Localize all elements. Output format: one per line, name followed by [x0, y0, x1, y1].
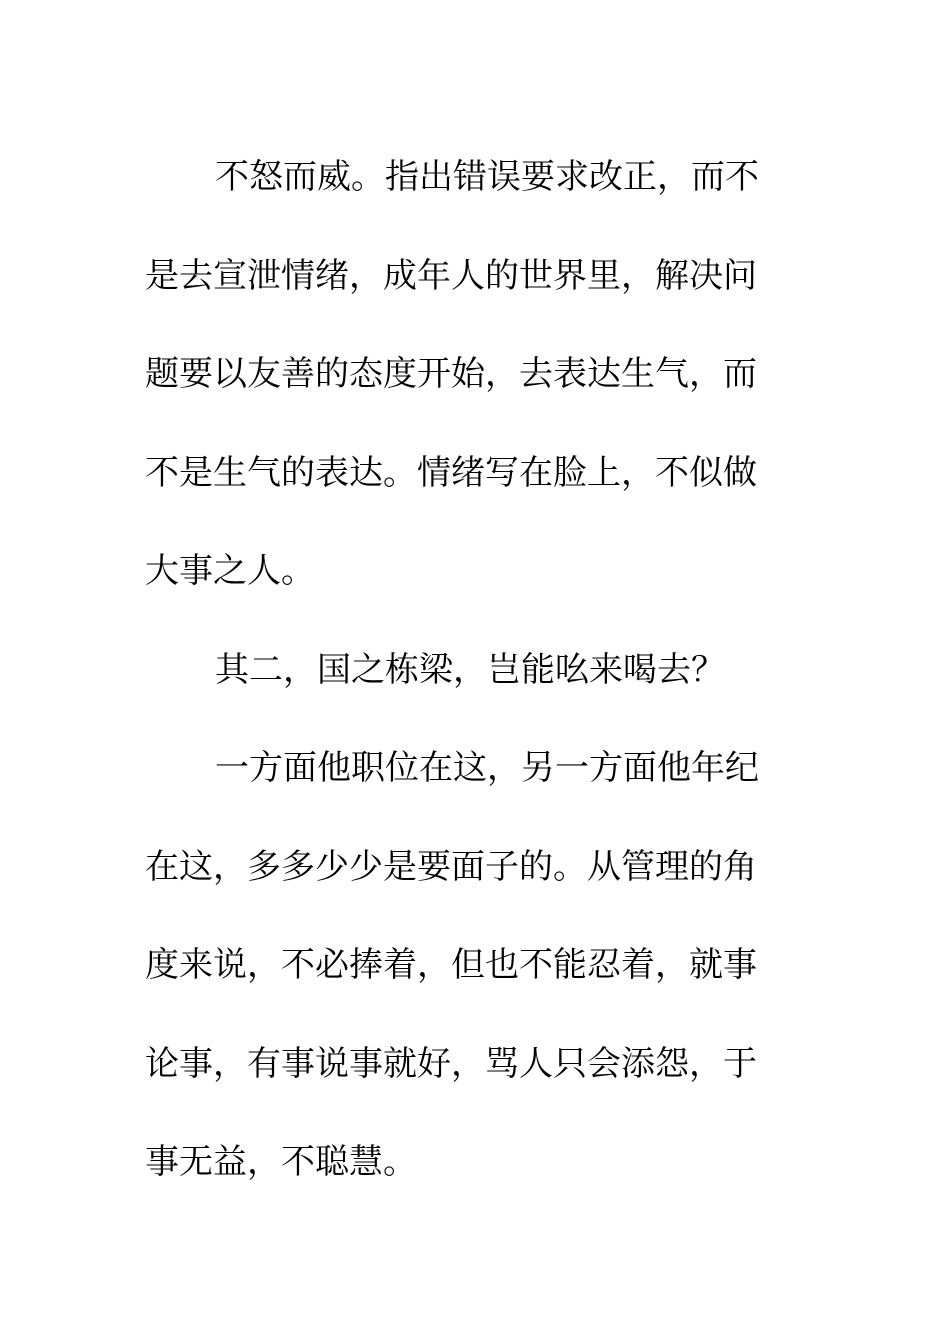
text-line: 不是生气的表达。情绪写在脸上，不似做: [145, 452, 757, 493]
text-line: 论事，有事说事就好，骂人只会添怨，于: [145, 1043, 757, 1084]
text-line: 大事之人。: [145, 551, 315, 591]
text-line: 是去宣泄情绪，成年人的世界里，解决问: [145, 255, 757, 296]
body-text: [145, 128, 785, 1212]
text-line: 在这，多多少少是要面子的。从管理的角: [145, 846, 757, 887]
text-line: 度来说，不必捧着，但也不能忍着，就事: [145, 945, 757, 985]
text-line-paragraph-start: 一方面他职位在这，另一方面他年纪: [215, 748, 759, 788]
text-line: 事无益，不聪慧。: [145, 1142, 417, 1182]
text-line-paragraph-start: 不怒而威。指出错误要求改正，而不: [215, 157, 759, 197]
text-line: 题要以友善的态度开始，去表达生气，而: [145, 354, 757, 394]
text-line-paragraph-start: 其二，国之栋梁，岂能吆来喝去？: [215, 649, 725, 690]
